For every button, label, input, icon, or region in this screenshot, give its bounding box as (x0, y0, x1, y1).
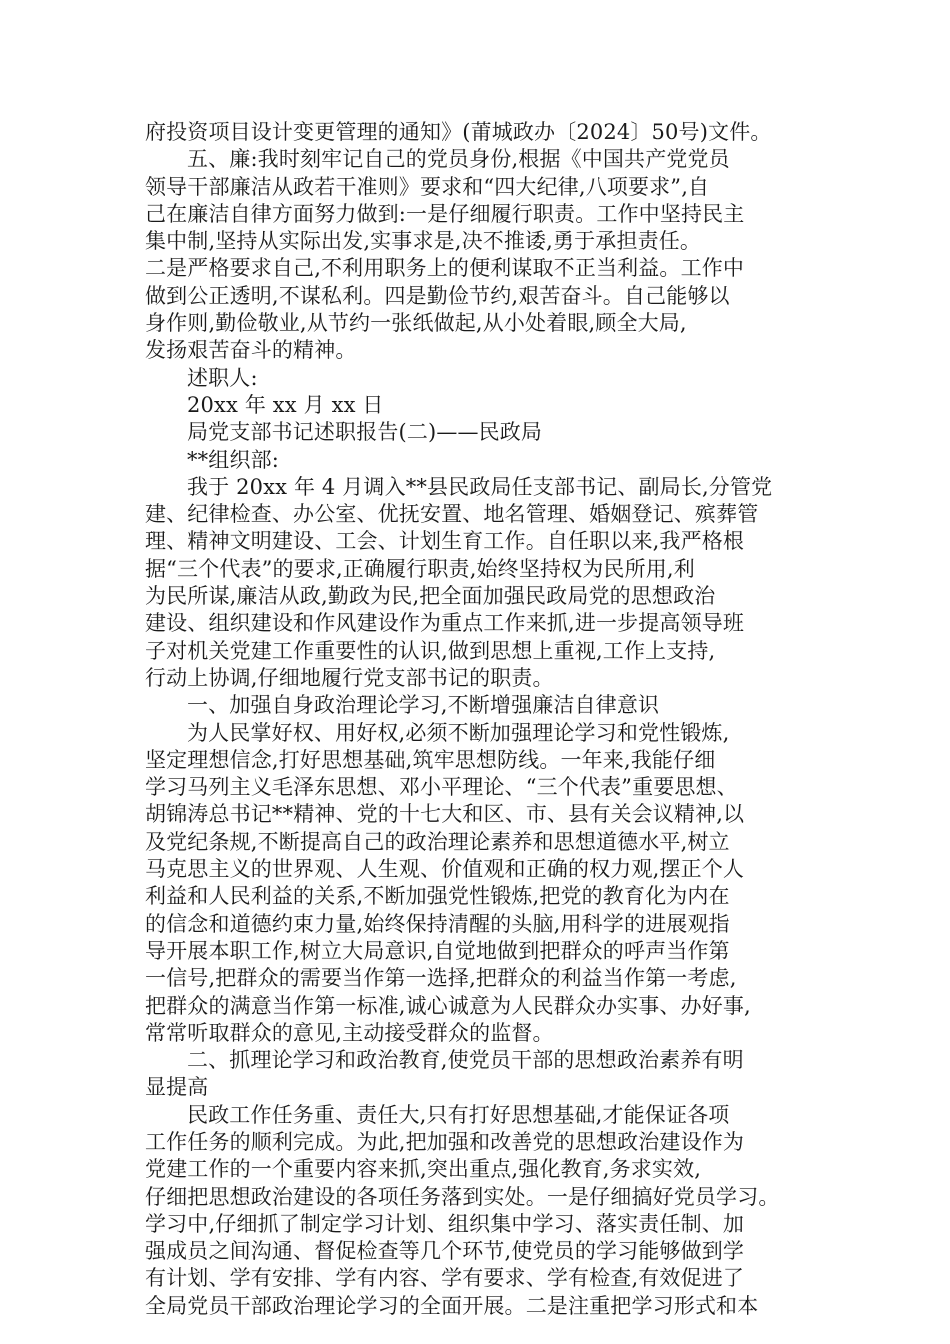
text-line: 做到公正透明,不谋私利。四是勤俭节约,艰苦奋斗。自己能够以 (145, 283, 730, 308)
text-line: 述职人: (187, 365, 258, 390)
text-line: 据“三个代表”的要求,正确履行职责,始终坚持权为民所用,利 (145, 556, 695, 581)
text-line: **组织部: (187, 447, 279, 472)
text-line: 的信念和道德约束力量,始终保持清醒的头脑,用科学的进展观指 (145, 911, 730, 936)
document-body (145, 119, 805, 1320)
text-line: 领导干部廉洁从政若干准则》要求和“四大纪律,八项要求”,自 (145, 174, 710, 199)
text-line: 把群众的满意当作第一标准,诚心诚意为人民群众办实事、办好事, (145, 993, 751, 1018)
text-line: 一信号,把群众的需要当作第一选择,把群众的利益当作第一考虑, (145, 966, 737, 991)
text-line: 胡锦涛总书记**精神、党的十七大和区、市、县有关会议精神,以 (145, 802, 745, 827)
text-line: 全局党员干部政治理论学习的全面开展。二是注重把学习形式和本 (145, 1293, 759, 1318)
text-line: 学习马列主义毛泽东思想、邓小平理论、“三个代表”重要思想、 (145, 775, 738, 800)
text-line: 行动上协调,仔细地履行党支部书记的职责。 (145, 665, 554, 690)
text-line: 有计划、学有安排、学有内容、学有要求、学有检查,有效促进了 (145, 1266, 745, 1291)
text-line: 工作任务的顺利完成。为此,把加强和改善党的思想政治建设作为 (145, 1129, 745, 1154)
text-line: 仔细把思想政治建设的各项任务落到实处。一是仔细搞好党员学习。 (145, 1184, 780, 1209)
text-line: 发扬艰苦奋斗的精神。 (145, 338, 357, 363)
text-line: 己在廉洁自律方面努力做到:一是仔细履行职责。工作中坚持民主 (145, 201, 745, 226)
text-line: 及党纪条规,不断提高自己的政治理论素养和思想道德水平,树立 (145, 829, 730, 854)
text-line: 常常听取群众的意见,主动接受群众的监督。 (145, 1020, 554, 1045)
text-line: 二、抓理论学习和政治教育,使党员干部的思想政治素养有明 (187, 1048, 744, 1073)
text-line: 为人民掌好权、用好权,必须不断加强理论学习和党性锻炼, (187, 720, 730, 745)
text-line: 马克思主义的世界观、人生观、价值观和正确的权力观,摆正个人 (145, 857, 745, 882)
text-line: 导开展本职工作,树立大局意识,自觉地做到把群众的呼声当作第 (145, 938, 730, 963)
text-line: 利益和人民利益的关系,不断加强党性锻炼,把党的教育化为内在 (145, 884, 730, 909)
text-line: 坚定理想信念,打好思想基础,筑牢思想防线。一年来,我能仔细 (145, 747, 716, 772)
text-line: 20xx 年 xx 月 xx 日 (187, 392, 384, 417)
text-line: 府投资项目设计变更管理的通知》(莆城政办〔2024〕50号)文件。 (145, 120, 772, 144)
text-line: 理、精神文明建设、工会、计划生育工作。自任职以来,我严格根 (145, 529, 745, 554)
text-line: 显提高 (145, 1075, 209, 1100)
text-line: 建、纪律检查、办公室、优抚安置、地名管理、婚姻登记、殡葬管 (145, 502, 759, 527)
text-line: 局党支部书记述职报告(二)——民政局 (187, 420, 543, 445)
text-line: 五、廉:我时刻牢记自己的党员身份,根据《中国共产党党员 (187, 147, 730, 172)
text-line: 党建工作的一个重要内容来抓,突出重点,强化教育,务求实效, (145, 1157, 702, 1182)
text-line: 民政工作任务重、责任大,只有打好思想基础,才能保证各项 (187, 1102, 730, 1127)
text-line: 建设、组织建设和作风建设作为重点工作来抓,进一步提高领导班 (145, 611, 745, 636)
text-line: 学习中,仔细抓了制定学习计划、组织集中学习、落实责任制、加 (145, 1211, 745, 1236)
text-line: 为民所谋,廉洁从政,勤政为民,把全面加强民政局党的思想政治 (145, 584, 716, 609)
text-line: 二是严格要求自己,不利用职务上的便利谋取不正当利益。工作中 (145, 256, 745, 281)
text-line: 身作则,勤俭敬业,从节约一张纸做起,从小处着眼,顾全大局, (145, 311, 687, 336)
text-line: 子对机关党建工作重要性的认识,做到思想上重视,工作上支持, (145, 638, 716, 663)
text-line: 一、加强自身政治理论学习,不断增强廉洁自律意识 (187, 693, 660, 718)
text-line: 强成员之间沟通、督促检查等几个环节,使党员的学习能够做到学 (145, 1239, 745, 1264)
text-line: 我于 20xx 年 4 月调入**县民政局任支部书记、副局长,分管党 (187, 474, 773, 499)
text-line: 集中制,坚持从实际出发,实事求是,决不推诿,勇于承担责任。 (145, 229, 702, 254)
